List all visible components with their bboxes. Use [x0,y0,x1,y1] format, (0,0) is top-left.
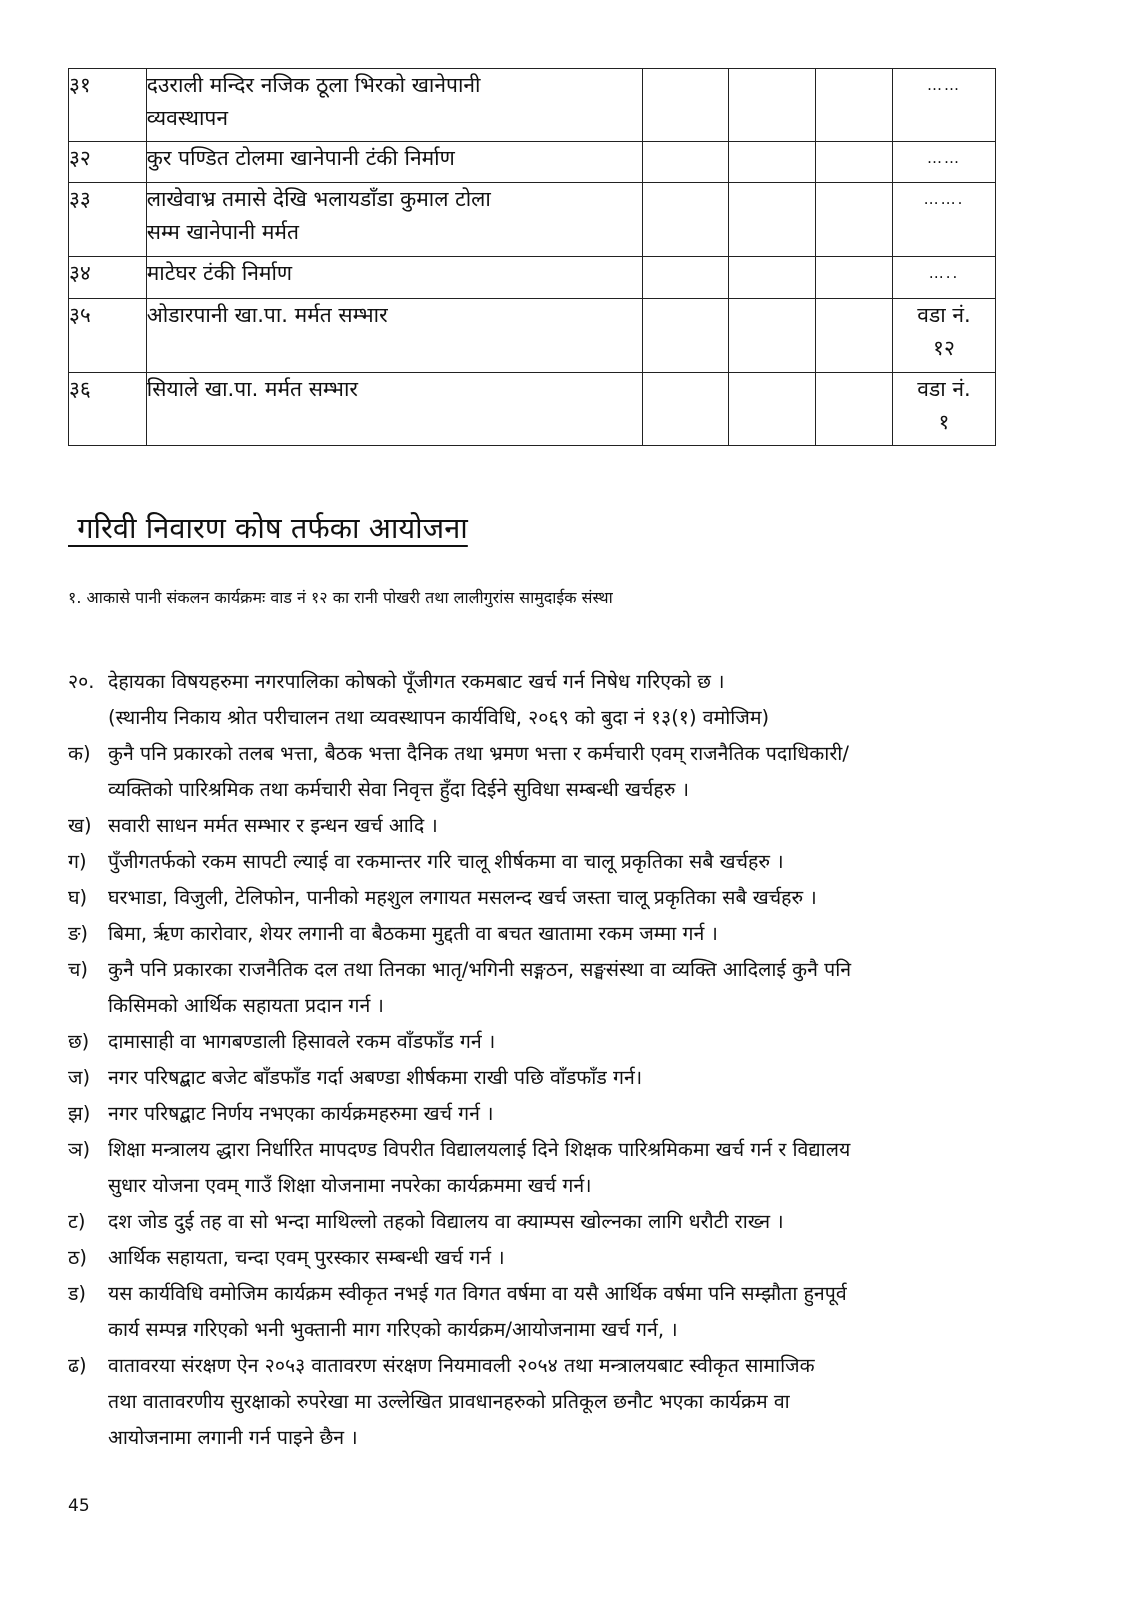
item-text-line: आयोजनामा लगानी गर्न पाइने छैन । [108,1426,358,1449]
empty-cell [816,257,893,299]
project-name [146,183,642,257]
item-marker: झ) [68,1102,91,1125]
project-name [146,69,642,142]
item-text-line: यस कार्यविधि वमोजिम कार्यक्रम स्वीकृत नभई गत विगत वर्षमा वा यसै आर्थिक वर्षमा पनि सम्झौता हुनपूर्व [108,1282,847,1305]
remark-cell: ….. [892,257,995,299]
empty-cell [729,257,816,299]
table-row [69,183,996,257]
table-row [69,373,996,446]
empty-cell [816,69,893,142]
empty-cell [729,373,816,446]
empty-cell [816,142,893,183]
project-name [146,257,642,299]
row-number: ३५ [69,299,147,373]
item-text-line: दामासाही वा भागबण्डाली हिसावले रकम वाँडफाँड गर्न । [108,1030,496,1053]
page-number: 45 [68,1496,90,1516]
item-text-line: कुनै पनि प्रकारको तलब भत्ता, बैठक भत्ता दैनिक तथा भ्रमण भत्ता र कर्मचारी एवम् राजनैतिक पदाधिकारी/ [108,742,849,765]
empty-cell [816,183,893,257]
list-item [68,844,1066,880]
item-marker: ठ) [68,1246,87,1269]
item-text-line: घरभाडा, विजुली, टेलिफोन, पानीको महशुल लगायत मसलन्द खर्च जस्ता चालू प्रकृतिका सबै खर्चहरु । [108,886,817,909]
project-name-line: कुर पण्डित टोलमा खानेपानी टंकी निर्माण [146,146,455,170]
item-marker: च) [68,958,88,981]
item-marker: क) [68,742,91,765]
empty-cell [642,183,729,257]
section-number: २०. [68,670,95,693]
list-item [68,1060,1066,1096]
remark-cell: …… [892,142,995,183]
item-marker: ड) [68,1282,87,1305]
project-name [146,142,642,183]
remark-line: १२ [933,336,955,360]
list-item [68,880,1066,916]
item-marker: ट) [68,1210,86,1233]
table-row [69,69,996,142]
item-marker: ज) [68,1066,91,1089]
empty-cell [642,257,729,299]
item-marker: ख) [68,814,92,837]
empty-cell [642,69,729,142]
empty-cell [642,299,729,373]
item-marker: ञ) [68,1138,91,1161]
item-text-line: व्यक्तिको पारिश्रमिक तथा कर्मचारी सेवा निवृत्त हुँदा दिईने सुविधा सम्बन्धी खर्चहरु । [108,778,689,801]
list-item [68,916,1066,952]
item-text-line: नगर परिषद्बाट निर्णय नभएका कार्यक्रमहरुमा खर्च गर्न । [108,1102,494,1125]
row-number: ३३ [69,183,147,257]
empty-cell [729,69,816,142]
item-text-line: शिक्षा मन्त्रालय द्धारा निर्धारित मापदण्ड विपरीत विद्यालयलाई दिने शिक्षक पारिश्रमिकमा खर्च गर्न र विद्यालय [108,1138,851,1161]
list-item [68,1204,1066,1240]
list-item [68,736,1066,808]
item-marker: ढ) [68,1354,87,1377]
item-text-line: पुँजीगतर्फको रकम सापटी ल्याई वा रकमान्तर गरि चालू शीर्षकमा वा चालू प्रकृतिका सबै खर्चहरु । [108,850,784,873]
remark-line: १ [938,410,950,434]
section-heading: गरिवी निवारण कोष तर्फका आयोजना [68,511,468,545]
empty-cell [729,299,816,373]
item-text-line: कार्य सम्पन्न गरिएको भनी भुक्तानी माग गरिएको कार्यक्रम/आयोजनामा खर्च गर्न, । [108,1318,678,1341]
table-row [69,299,996,373]
prohibited-items-list [68,736,1066,1456]
item-marker: छ) [68,1030,90,1053]
section-title-text: देहायका विषयहरुमा नगरपालिका कोषको पूँजीगत रकमबाट खर्च गर्न निषेध गरिएको छ । [108,670,725,693]
projects-table [68,68,996,446]
list-item [68,1024,1066,1060]
empty-cell [816,299,893,373]
project-name [146,373,642,446]
section-subtitle: (स्थानीय निकाय श्रोत परीचालन तथा व्यवस्थापन कार्यविधि, २०६९ को बुदा नं १३(१) वमोजिम) [108,706,770,729]
list-item [68,1348,1066,1456]
list-item [68,952,1066,1024]
list-item [68,1096,1066,1132]
list-item [68,808,1066,844]
row-number: ३४ [69,257,147,299]
project-note: १. आकासे पानी संकलन कार्यक्रमः वाड नं १२ का रानी पोखरी तथा लालीगुरांस सामुदाईक संस्था [68,588,613,607]
row-number: ३१ [69,69,147,142]
list-item [68,1276,1066,1348]
item-marker: घ) [68,886,88,909]
item-text-line: बिमा, ऋृण कारोवार, शेयर लगानी वा बैठकमा मुद्दती वा बचत खातामा रकम जम्मा गर्न । [108,922,718,945]
project-name-line: सियाले खा.पा. मर्मत सम्भार [146,377,358,401]
row-number: ३६ [69,373,147,446]
item-text-line: आर्थिक सहायता, चन्दा एवम् पुरस्कार सम्बन्धी खर्च गर्न । [108,1246,505,1269]
table-row [69,257,996,299]
item-marker: ङ) [68,922,89,945]
item-text-line: किसिमको आर्थिक सहायता प्रदान गर्न । [108,994,384,1017]
item-text-line: दश जोड दुई तह वा सो भन्दा माथिल्लो तहको विद्यालय वा क्याम्पस खोल्नका लागि धरौटी राख्न । [108,1210,784,1233]
remark-cell [892,373,995,446]
row-number: ३२ [69,142,147,183]
project-name-line: ओडारपानी खा.पा. मर्मत सम्भार [146,303,388,327]
project-name-line: माटेघर टंकी निर्माण [146,261,293,285]
project-name-line: व्यवस्थापन [146,106,228,130]
section-title [68,664,1066,736]
item-text-line: वातावरया संरक्षण ऐन २०५३ वातावरण संरक्षण नियमावली २०५४ तथा मन्त्रालयबाट स्वीकृत सामाजिक [108,1354,815,1377]
project-name-line: दउराली मन्दिर नजिक ठूला भिरको खानेपानी [146,73,481,97]
project-name [146,299,642,373]
item-text-line: नगर परिषद्बाट बजेट बाँडफाँड गर्दा अबण्डा शीर्षकमा राखी पछि वाँडफाँड गर्न। [108,1066,643,1089]
prohibited-expenses-section [68,664,1066,1456]
item-text-line: तथा वातावरणीय सुरक्षाको रुपरेखा मा उल्लेखित प्रावधानहरुको प्रतिकूल छनौट भएका कार्यक्रम वा [108,1390,790,1413]
empty-cell [729,183,816,257]
empty-cell [642,142,729,183]
remark-line: वडा नं. [917,377,971,401]
remark-cell: ……. [892,183,995,257]
project-name-line: लाखेवाभ्र तमासे देखि भलायडाँडा कुमाल टोला [146,187,491,211]
remark-cell [892,299,995,373]
remark-cell: …… [892,69,995,142]
empty-cell [642,373,729,446]
item-text-line: सुधार योजना एवम् गाउँ शिक्षा योजनामा नपरेका कार्यक्रममा खर्च गर्न। [108,1174,592,1197]
empty-cell [729,142,816,183]
empty-cell [816,373,893,446]
item-text-line: सवारी साधन मर्मत सम्भार र इन्धन खर्च आदि । [108,814,438,837]
list-item [68,1132,1066,1204]
table-row [69,142,996,183]
remark-line: वडा नं. [917,303,971,327]
project-name-line: सम्म खानेपानी मर्मत [146,220,299,244]
list-item [68,1240,1066,1276]
item-marker: ग) [68,850,87,873]
item-text-line: कुनै पनि प्रकारका राजनैतिक दल तथा तिनका भातृ/भगिनी सङ्गठन, सङ्घसंस्था वा व्यक्ति आदिलाई कुनै पनि [108,958,852,981]
